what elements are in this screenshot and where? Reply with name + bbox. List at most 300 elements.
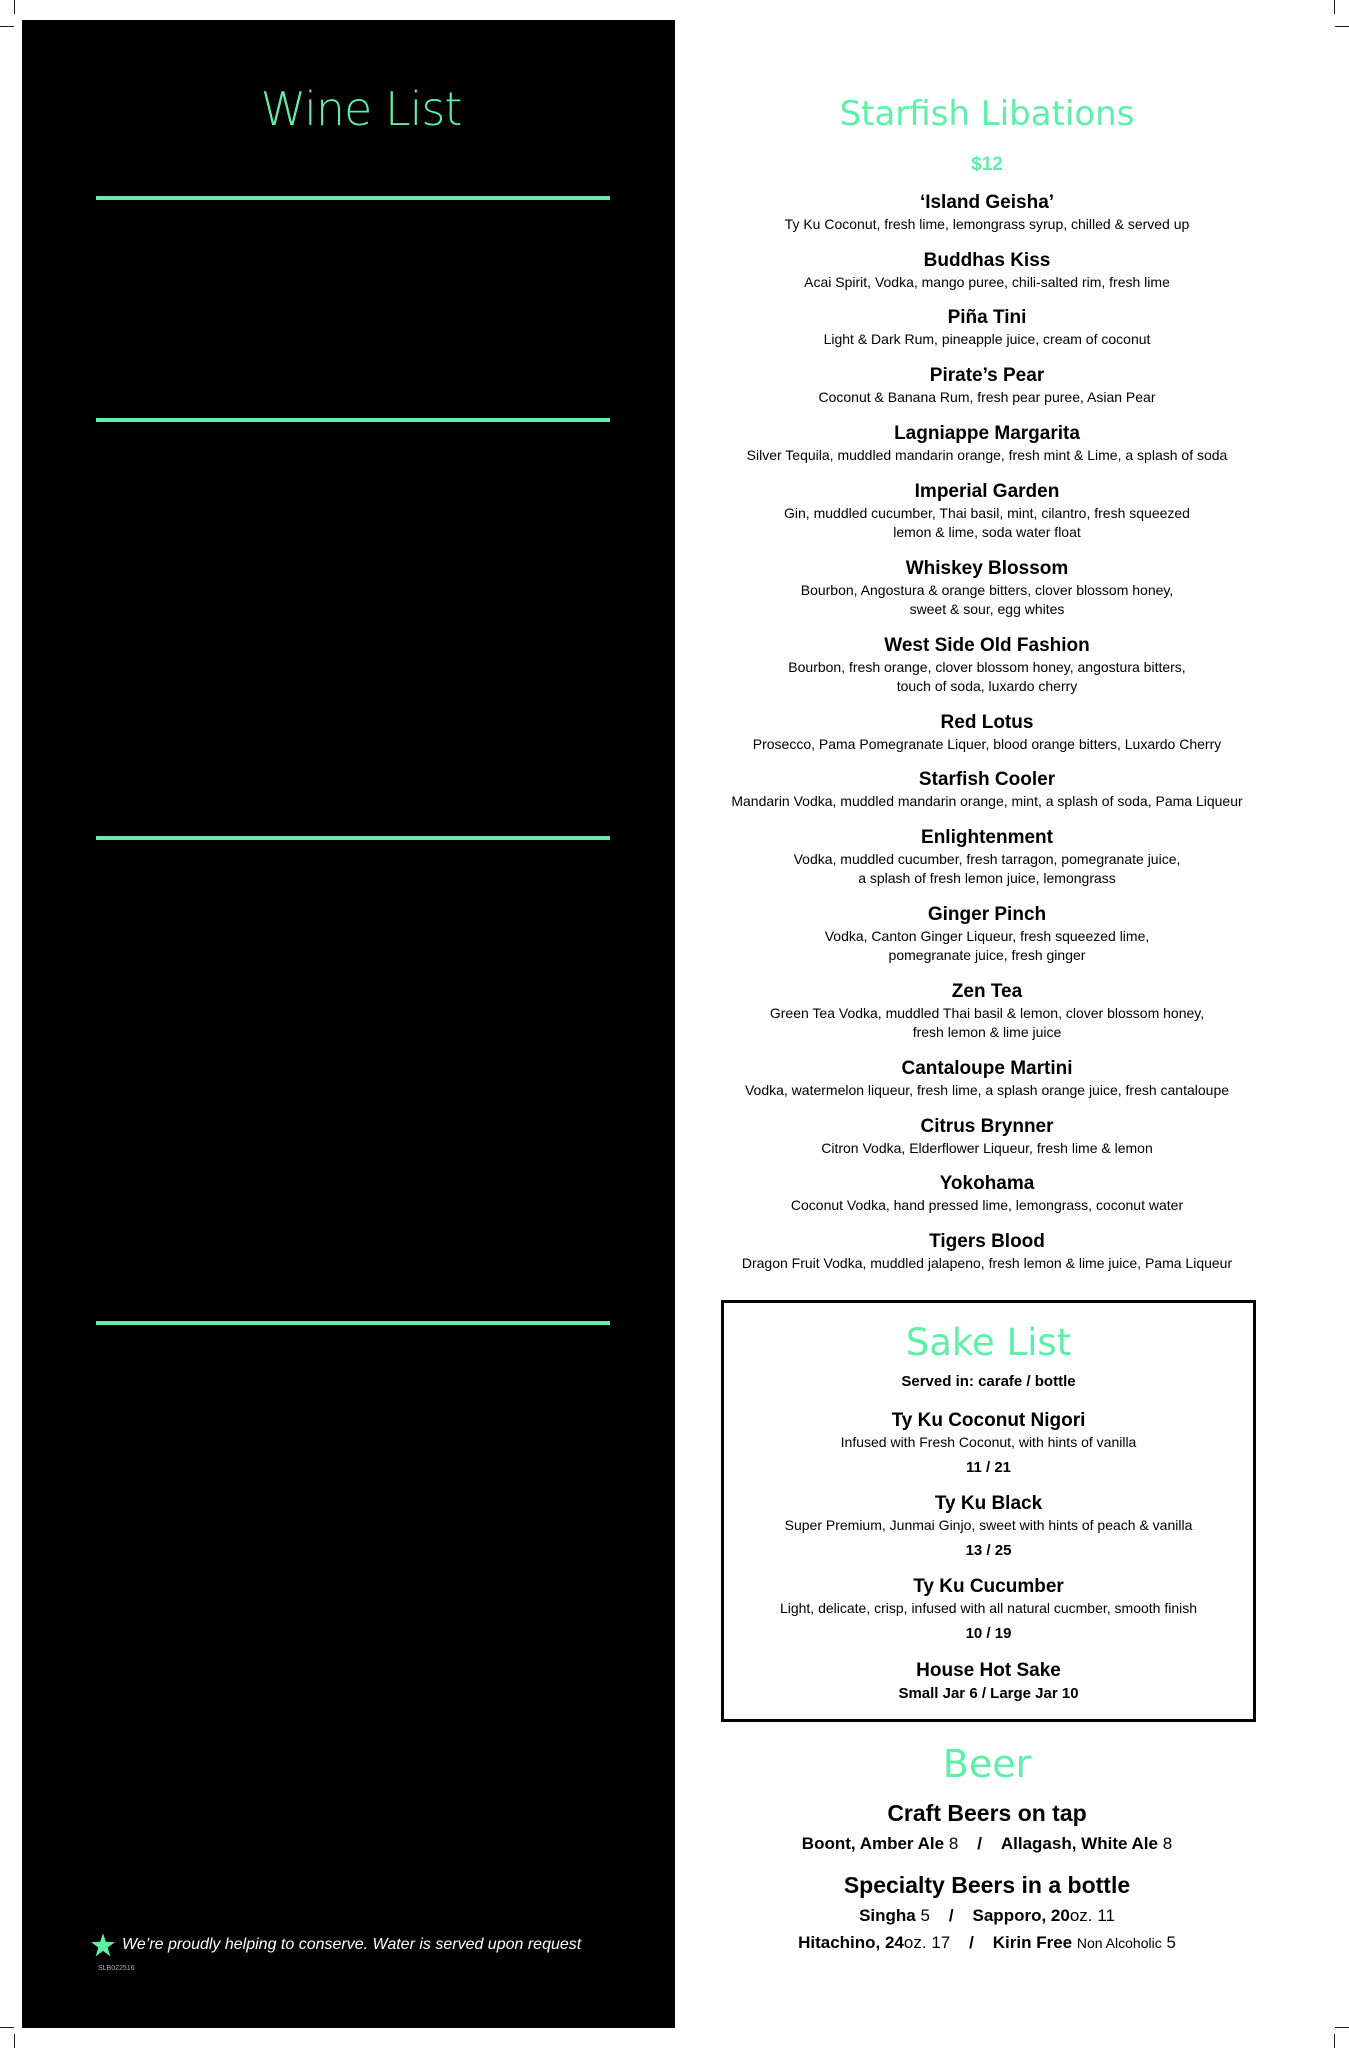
menu-code: SLB022516 [98, 1965, 135, 1972]
wine-item [96, 1554, 610, 1585]
wine-name: Champagne, Veuve Cliquot [108, 239, 321, 258]
wine-name: Sauvignon Blanc, Matua [108, 591, 299, 609]
wine-name-line: Pinot Grigio, “Scarpetta”, IGT, Friuli - Italy [108, 461, 428, 480]
wine-name: Cabernet Sauvignon, Mirror [108, 1806, 326, 1825]
wine-name-line [108, 848, 540, 868]
wine-name: Rose, Halter Ranch, Grenache/Mourvèdre/Syrah [108, 492, 484, 510]
wine-price: 110 [579, 1677, 606, 1695]
wine-price: 11 / 44 [556, 898, 606, 917]
wine-item [96, 1413, 610, 1444]
section-heading: Bubbles [108, 162, 199, 188]
sake-name: Ty Ku Coconut Nigori [891, 1410, 1086, 1431]
wine-region: Paso Robles 2011 [207, 1728, 321, 1745]
wine-name-line: Chardonnay (Unoaked), Saracina - Mendocino County [108, 682, 499, 701]
section-heading: Wines by the bottle [108, 1287, 319, 1313]
sake-price: Small Jar 6 / Large Jar 10 [898, 1685, 1079, 1702]
cocktail-desc: pomegranate juice, fresh ginger [888, 946, 1086, 963]
wine-name: Sangiovese, Bocelli Family Vineyard [108, 898, 394, 917]
wine-name-line: Pinot Noir, La Crema - Willamette Valley, Oregon [108, 959, 445, 978]
wine-name: Viognier/Marsanne,”The Hermit Crab”, d’Arenberg [108, 541, 502, 560]
wine-price: 95 [587, 1837, 606, 1855]
wine-origin: California 2014 [122, 1463, 217, 1480]
wine-region: France 2013 [365, 1556, 445, 1572]
wine-price: 12 / 48 [555, 929, 606, 947]
bottle-beers-2 [672, 1933, 1302, 1953]
wine-origin: Rogue Valley, Oregon 2014 [122, 1353, 293, 1369]
wine-name: Pinot Grigio, “Scarpetta”, IGT, Friuli [108, 461, 388, 480]
wine-price: 54 [587, 1555, 606, 1573]
wine-name-line: Chablis, Domain Louis Michele - France 2013 [108, 1555, 445, 1573]
wine-name: Cabernet Sauvignon, “The Resolution”, Branham [108, 990, 494, 1008]
cocktail-item [672, 826, 1302, 888]
cocktail-desc: Gin, muddled cucumber, Thai basil, mint, cilantro, fresh squeezed [784, 504, 1190, 521]
sake-item [724, 1659, 1253, 1705]
wine-price: 13 / 52 [555, 990, 606, 1008]
wine-region: Sonoma Coast 2013 [323, 1586, 451, 1603]
sake-price: 11 / 21 [965, 1459, 1012, 1476]
wine-price: 55 [587, 1334, 606, 1352]
wine-name-line: Zinfandel/Cabernet blend, “The Prisoner” - Napa Valley [108, 1119, 522, 1138]
wine-origin: Alexander Valley 2010 [122, 1776, 262, 1792]
wine-region: Santa Rita Hills [368, 930, 465, 946]
wine-item [96, 898, 610, 929]
wine-region: Willamette Valley, Oregon [284, 960, 445, 977]
sake-served: Served in: carafe / bottle [901, 1373, 1076, 1390]
wine-price: 11 / 44 [556, 621, 606, 640]
wine-price: 48 [587, 1524, 606, 1543]
cocktail-desc: Light & Dark Rum, pineapple juice, cream of coconut [823, 331, 1151, 348]
beer-price: 11 [1097, 1906, 1115, 1925]
wine-section [96, 160, 610, 330]
wine-name-line [108, 1707, 507, 1727]
wine-name: Syrah/Zinfandel/Petit Sirah, “Sexual Chocolate” [108, 1070, 482, 1088]
beer-price: 17 [931, 1933, 951, 1952]
wine-region: France 2014 [450, 1525, 530, 1542]
cocktail-desc: sweet & sour, egg whites [909, 600, 1065, 617]
cocktail-desc: Dragon Fruit Vodka, muddled jalapeno, fresh lemon & lime juice, Pama Liqueur [741, 1255, 1233, 1271]
cocktail-name: Starfish Cooler [918, 769, 1056, 791]
cocktail-desc: Mandarin Vodka, muddled mandarin orange, mint, a splash of soda, Pama Liqueur [731, 793, 1243, 810]
wine-price: 38 [587, 1444, 606, 1463]
cocktail-name: Piña Tini [947, 307, 1027, 329]
wine-name: Riesling, Loimer [108, 1383, 237, 1402]
cocktail-desc: Coconut Vodka, hand pressed lime, lemongrass, coconut water [790, 1197, 1184, 1214]
beer-name: Sapporo, 20 [972, 1906, 1070, 1925]
cocktail-item [672, 1230, 1302, 1273]
sake-box [721, 1300, 1256, 1722]
sake-item [724, 1409, 1253, 1479]
section-divider [96, 418, 610, 422]
wine-price: 14 / 56 [555, 713, 606, 731]
wine-price: 15 / 60 [555, 1150, 606, 1168]
wine-name-line: Sauvignon Blanc, Mirror - Napa Valley [108, 621, 388, 640]
crop-mark [14, 0, 15, 14]
wine-name-line: Sauvignon Blanc, Matua - New Zealand [108, 591, 396, 609]
wine-item [96, 269, 610, 300]
beer-name: Kirin Free [992, 1933, 1073, 1952]
wine-item [96, 590, 610, 621]
wine-item [96, 491, 610, 541]
wine-section [96, 800, 610, 1229]
wine-region: Sonoma Coast [302, 714, 395, 730]
wine-name-line [108, 1180, 427, 1200]
wine-price: 65 [587, 1757, 606, 1775]
wine-item [96, 1069, 610, 1119]
wine-name-cont: Barrel 27 [122, 1727, 193, 1746]
wine-name: Chardonnay, Cakebread [108, 1616, 297, 1634]
crop-mark [1335, 2027, 1349, 2028]
wine-item [96, 1383, 610, 1414]
wine-region: France, NV [411, 271, 483, 287]
tap-beers [672, 1834, 1302, 1854]
wine-name-line [108, 541, 502, 561]
wine-price: 10 / 40 [555, 461, 606, 480]
beer-name: Boont, Amber Ale [801, 1834, 945, 1853]
cocktail-item [672, 364, 1302, 407]
sake-price: 13 / 25 [965, 1542, 1012, 1559]
beer-price: 8 [948, 1834, 959, 1853]
beer-size: Non Alcoholic [1076, 1935, 1162, 1951]
wine-item [96, 300, 610, 331]
wine-price: 14 / 48 [555, 1070, 606, 1088]
wine-item [96, 1039, 610, 1070]
cocktail-name: Ginger Pinch [927, 903, 1047, 925]
tap-heading: Craft Beers on tap [887, 1800, 1087, 1826]
wine-name: Chardonnay, La Crema [108, 713, 288, 731]
wine-name-line: Chardonnay, The Flowers - Sonoma Coast 2013 [108, 1585, 451, 1604]
cocktail-desc: lemon & lime, soda water float [893, 523, 1081, 540]
cocktail-name: West Side Old Fashion [884, 634, 1090, 656]
wine-region: Napa Valley [313, 622, 388, 639]
wine-item [96, 239, 610, 270]
wine-item [96, 1756, 610, 1806]
wine-name: Chardonnay, Spellbound [108, 652, 303, 670]
wine-item [96, 541, 610, 591]
wine-region: Paso Robles [251, 1040, 332, 1057]
wine-name-line: Chardonnay, Cakebread - Napa Valley 2013 [108, 1616, 421, 1634]
cocktail-item [672, 480, 1302, 542]
wine-item [96, 1806, 610, 1837]
crop-mark [0, 2027, 14, 2028]
cocktail-name: Lagniappe Margarita [894, 422, 1080, 444]
wine-name-line [108, 1836, 516, 1856]
wine-name: Pinot Noir, La Crema [108, 959, 271, 978]
wine-name-line: Prosecco, Menage a Trois, D.O.C. - Italy [108, 209, 411, 227]
wine-region: California [316, 653, 376, 669]
cocktail-desc: Coconut & Banana Rum, fresh pear puree, Asian Pear [818, 389, 1156, 406]
cocktail-item [672, 1172, 1302, 1215]
wine-item [96, 1676, 610, 1707]
wine-item [96, 1149, 610, 1180]
wine-item [96, 989, 610, 1039]
bottle-heading: Specialty Beers in a bottle [843, 1872, 1131, 1898]
wine-region: Italy [384, 210, 411, 226]
wine-item [96, 1180, 610, 1230]
wine-name-line: Cabernet, Justin - Paso Robles [108, 1039, 332, 1058]
wine-price: 19 / 76 [555, 1119, 606, 1138]
wine-price: 34 [587, 1494, 606, 1512]
beer-name: Hitachino, 24 [798, 1933, 904, 1952]
cocktail-item [672, 191, 1302, 234]
wine-origin: Napa Valley / Sonoma [122, 1089, 261, 1105]
wine-item [96, 1646, 610, 1677]
wine-item [96, 959, 610, 990]
wine-name: Chablis, Domain Louis Michele [108, 1555, 351, 1573]
wine-item [96, 621, 610, 652]
wine-name: Sancerre, Domaine Deleporte a Chavignol [108, 1524, 437, 1543]
wine-region: Napa Valley 2013 [311, 1617, 421, 1633]
cocktail-desc: Citron Vodka, Elderflower Liqueur, fresh lime & lemon [821, 1139, 1153, 1156]
wine-item [96, 928, 610, 959]
wine-item [96, 1444, 610, 1494]
wine-region: New Zealand [313, 592, 396, 608]
wine-origin: South Australia [122, 560, 217, 577]
wine-name: Brut Rose, Argyle [108, 300, 247, 319]
cocktail-name: Yokohama [939, 1173, 1035, 1195]
wine-region: Russian River Valley 2012 [260, 1678, 424, 1694]
wine-name-line: Barrel 27 - Paso Robles 2011 [122, 1727, 321, 1746]
wine-name-line [108, 1756, 501, 1776]
wine-price: half bottle 16 [504, 1180, 606, 1199]
wine-item [96, 651, 610, 682]
wine-name-line: Chardonnay, Spellbound - California [108, 652, 376, 670]
cocktail-desc: Vodka, Canton Ginger Liqueur, fresh squeezed lime, [824, 927, 1150, 944]
cocktail-desc: touch of soda, luxardo cherry [896, 677, 1078, 694]
beer-sep: / [977, 1834, 982, 1853]
wine-name: Riesling, “Kung Fu Girl”, Charles Smith [108, 431, 418, 449]
sake-desc: Infused with Fresh Coconut, with hints of vanilla [840, 1434, 1137, 1450]
section-divider [96, 1321, 610, 1325]
beer-title: Beer [942, 1742, 1032, 1786]
crop-mark [14, 2034, 15, 2048]
sake-name: Ty Ku Cucumber [913, 1576, 1064, 1597]
sake-price: 10 / 19 [965, 1625, 1012, 1642]
wine-region: Kamptal, Austria 2013 [251, 1384, 389, 1401]
wine-price: 8 / 32 [564, 209, 606, 227]
section-divider [96, 196, 610, 200]
wine-item [96, 682, 610, 713]
wine-price: 110 [579, 270, 606, 288]
cocktail-desc: Vodka, muddled cucumber, fresh tarragon, pomegranate juice, [793, 850, 1181, 867]
wine-region: Napa Valley 2010 [339, 1807, 450, 1824]
wine-item [96, 848, 610, 898]
beer-price: 8 [1162, 1834, 1173, 1853]
wine-region: Paso Robles [284, 1151, 364, 1167]
crop-mark [1335, 26, 1349, 27]
wine-region: Tuscany, Italy [408, 899, 494, 916]
wine-price: 10 / 40 [555, 492, 606, 510]
wine-item [96, 430, 610, 461]
wine-name-line: Pinot Noir, Hartford Court - Russian River Valley 2013 [108, 1646, 487, 1665]
wine-name: Pinot Noir, DuMol [108, 1677, 246, 1695]
wine-price: 65 [587, 1585, 606, 1604]
wine-region: Washington State [432, 432, 543, 448]
wine-name: Pinot Noir, “SR / 246”, Zotovich [108, 929, 354, 947]
wine-name: Chardonnay, The Flowers [108, 1585, 309, 1604]
wine-name-line: Reisling, Nut House - Argyle, Oregon 2012 [108, 1414, 408, 1432]
cocktail-desc: Bourbon, fresh orange, clover blossom honey, angostura bitters, [788, 658, 1186, 675]
wine-item [96, 461, 610, 492]
wine-item [96, 1524, 610, 1555]
beer-price: 5 [1166, 1933, 1176, 1952]
sake-desc: Super Premium, Junmai Ginjo, sweet with hints of peach & vanilla [784, 1517, 1193, 1533]
cocktail-desc: Green Tea Vodka, muddled Thai basil & lemon, clover blossom honey, [769, 1004, 1205, 1021]
wine-price: 85 [587, 239, 606, 258]
wine-name-line: Pinot Grigio, “Scarpetta”, IGT, Friuli - Italy 2013 [108, 1494, 464, 1512]
cocktail-name: Whiskey Blossom [905, 557, 1069, 579]
wine-name: Champagne, Ruinart, Blanc de Blanc [108, 270, 397, 288]
wine-item [96, 1493, 610, 1524]
wine-price: 11 / 44 [556, 541, 606, 560]
wine-name: Zinfandel/Cabernet blend, “The Prisoner” [108, 1119, 433, 1138]
cocktail-desc: Ty Ku Coconut, fresh lime, lemongrass syrup, chilled & served up [784, 216, 1190, 232]
cocktail-item [672, 306, 1302, 349]
wine-name-line [108, 989, 494, 1009]
wine-name-line: Riesling, “Kung Fu Girl”, Charles Smith - Washington State [108, 431, 543, 449]
cocktail-desc: Prosecco, Pama Pomegranate Liquer, blood orange bitters, Luxardo Cherry [752, 735, 1222, 752]
wine-name: Malbec, “Tahuan”, Ernesto Catena Vineyards, Mendoza [108, 849, 541, 867]
wine-region: Italy 2013 [402, 1495, 464, 1511]
beer-name: Singha [859, 1906, 916, 1925]
crop-mark [1334, 2034, 1335, 2048]
wine-origin: Paso Robles, CA [122, 511, 229, 527]
wine-item [96, 1585, 610, 1616]
cocktail-name: Tigers Blood [929, 1231, 1045, 1252]
wine-name: Viognier based blend, “Tail Feathers”, Corra Wines [108, 1334, 508, 1352]
wine-name-line [108, 1333, 507, 1353]
cocktail-item [672, 1115, 1302, 1158]
section-heading: Whites by the glass [108, 384, 323, 410]
wine-price: 10 / 40 [555, 682, 606, 701]
wine-name: Chardonnay (Unoaked), Saracina [108, 682, 368, 701]
beer-sep: / [948, 1906, 954, 1925]
wine-name: Reisling, Nut House [108, 1414, 264, 1432]
wine-price: 54 [587, 1707, 606, 1726]
cocktail-item [672, 711, 1302, 754]
wine-price: 62 [587, 300, 606, 319]
wine-item [96, 1836, 610, 1886]
wine-section [96, 382, 610, 743]
wine-region: Mendocino County [382, 683, 499, 700]
wine-name: Grenache Rouge Reserve, Perrin Famille [108, 1180, 428, 1199]
cocktail-item [672, 249, 1302, 292]
wine-name-line [108, 491, 484, 511]
wine-price: 65 [587, 1646, 606, 1665]
cocktail-item [672, 557, 1302, 619]
cocktail-desc: fresh lemon & lime juice [912, 1023, 1062, 1040]
wine-price: 9 / 36 [564, 591, 606, 609]
wine-name: Cabernet Sauvignon, Stonestreet, Estate Vineyard [108, 1757, 502, 1775]
wine-price: 40 [587, 1414, 606, 1432]
wine-price: 105 [578, 1806, 606, 1825]
libations-title: Starfish Libations [839, 94, 1135, 134]
sake-name: Ty Ku Black [934, 1493, 1043, 1514]
wine-name-line: Zinfandel, “Pay Dirt” - Paso Robles [108, 1150, 364, 1168]
cocktail-name: Citrus Brynner [920, 1115, 1054, 1137]
wine-origin: Napa Valley 2009 [122, 1856, 232, 1872]
wine-name-line: Brut Rose, Argyle - Oregon [108, 300, 309, 319]
wine-footer [90, 1932, 581, 1958]
wine-price: 15 / 60 [555, 959, 606, 978]
wine-item [96, 1119, 610, 1150]
wine-origin: Cotes du Rhone, France 2012 [122, 1199, 310, 1216]
wine-name: Pinot Gris blend, Kendall Jackson, Vintners Reserve [108, 1444, 519, 1463]
cocktail-item [672, 980, 1302, 1042]
wine-item [96, 1707, 610, 1757]
libations-price: $12 [971, 154, 1003, 175]
beer-size: oz. [903, 1933, 927, 1952]
sake-item [724, 1575, 1253, 1645]
wine-name: Cabernet Sauvignon, Levendi, Stagecoach Vineyard [108, 1837, 516, 1855]
cocktail-item [672, 422, 1302, 465]
cocktail-item [672, 634, 1302, 696]
wine-name-line: Sangiovese, Bocelli Family Vineyard - Tuscany, Italy [108, 898, 494, 917]
cocktail-desc: Bourbon, Angostura & orange bitters, clover blossom honey, [800, 581, 1174, 598]
wine-region: Italy [402, 462, 428, 479]
cocktail-name: Buddhas Kiss [923, 249, 1051, 271]
section-heading: Reds by the glass [108, 802, 304, 828]
wine-section [96, 1285, 610, 1886]
wine-name-line: Riesling, Loimer - Kamptal, Austria 2013 [108, 1383, 389, 1402]
cocktail-item [672, 903, 1302, 965]
beer-price: 5 [920, 1906, 930, 1925]
wine-name-line: Sancerre, Domaine Deleporte a Chavignol - France 2014 [108, 1524, 530, 1543]
beer-size: oz. [1069, 1906, 1093, 1925]
cocktail-name: Enlightenment [921, 826, 1053, 848]
wine-origin: Napa Valley [122, 1009, 197, 1025]
footer-note: We’re proudly helping to conserve. Water is served upon request [122, 1936, 582, 1953]
wine-price: 10 / 40 [555, 849, 606, 867]
wine-region: Russian River Valley 2013 [323, 1647, 487, 1664]
cocktail-item [672, 768, 1302, 811]
cocktail-name: Cantaloupe Martini [901, 1057, 1073, 1079]
cocktail-name: Imperial Garden [914, 480, 1060, 502]
wine-name: Zinfandel, “Pay Dirt” [108, 1150, 270, 1168]
wine-price: 15 / 60 [555, 1039, 606, 1058]
cocktail-name: Zen Tea [951, 980, 1023, 1002]
cocktail-desc: Acai Spirit, Vodka, mango puree, chili-salted rim, fresh lime [804, 273, 1170, 290]
wine-region: Oregon [261, 301, 309, 318]
wine-name-line [108, 1444, 519, 1464]
wine-price: 52 [587, 1383, 606, 1402]
crop-mark [1334, 0, 1335, 14]
cocktail-name: Red Lotus [940, 711, 1034, 733]
wine-name-line: Champagne, Veuve Cliquot - France, NV [108, 239, 407, 258]
wine-region: Napa Valley [447, 1120, 522, 1137]
sake-item [724, 1492, 1253, 1562]
beer-sep: / [969, 1933, 974, 1952]
wine-name: Pinot Noir, Hartford Court [108, 1646, 309, 1665]
wine-list-title: Wine List [260, 82, 462, 136]
wine-item [96, 1333, 610, 1383]
sake-title: Sake List [905, 1321, 1072, 1364]
wine-origin: Argentia [122, 868, 175, 884]
wine-name-line: Chardonnay, La Crema - Sonoma Coast [108, 713, 395, 731]
cocktail-name: Pirate’s Pear [929, 365, 1045, 387]
wine-name-line: Pinot Noir, “SR / 246”, Zotovich - Santa Rita Hills [108, 929, 465, 947]
wine-name: Sauvignon Blanc, Mirror [108, 621, 299, 640]
starfish-icon [90, 1932, 116, 1958]
sake-desc: Light, delicate, crisp, infused with all natural cucmber, smooth finish [779, 1600, 1198, 1616]
wine-region: Argyle, Oregon 2012 [278, 1415, 408, 1431]
wine-region: France, NV [335, 240, 407, 257]
wine-price: 8 / 32 [564, 652, 606, 670]
wine-item [96, 1615, 610, 1646]
cocktail-desc: Vodka, watermelon liqueur, fresh lime, a splash orange juice, fresh cantaloupe [744, 1081, 1230, 1098]
wine-name: Prosecco, Menage a Trois, D.O.C. [108, 209, 371, 227]
wine-name-line: Pinot Noir, DuMol - Russian River Valley 2012 [108, 1677, 424, 1695]
cocktail-item [672, 1057, 1302, 1100]
